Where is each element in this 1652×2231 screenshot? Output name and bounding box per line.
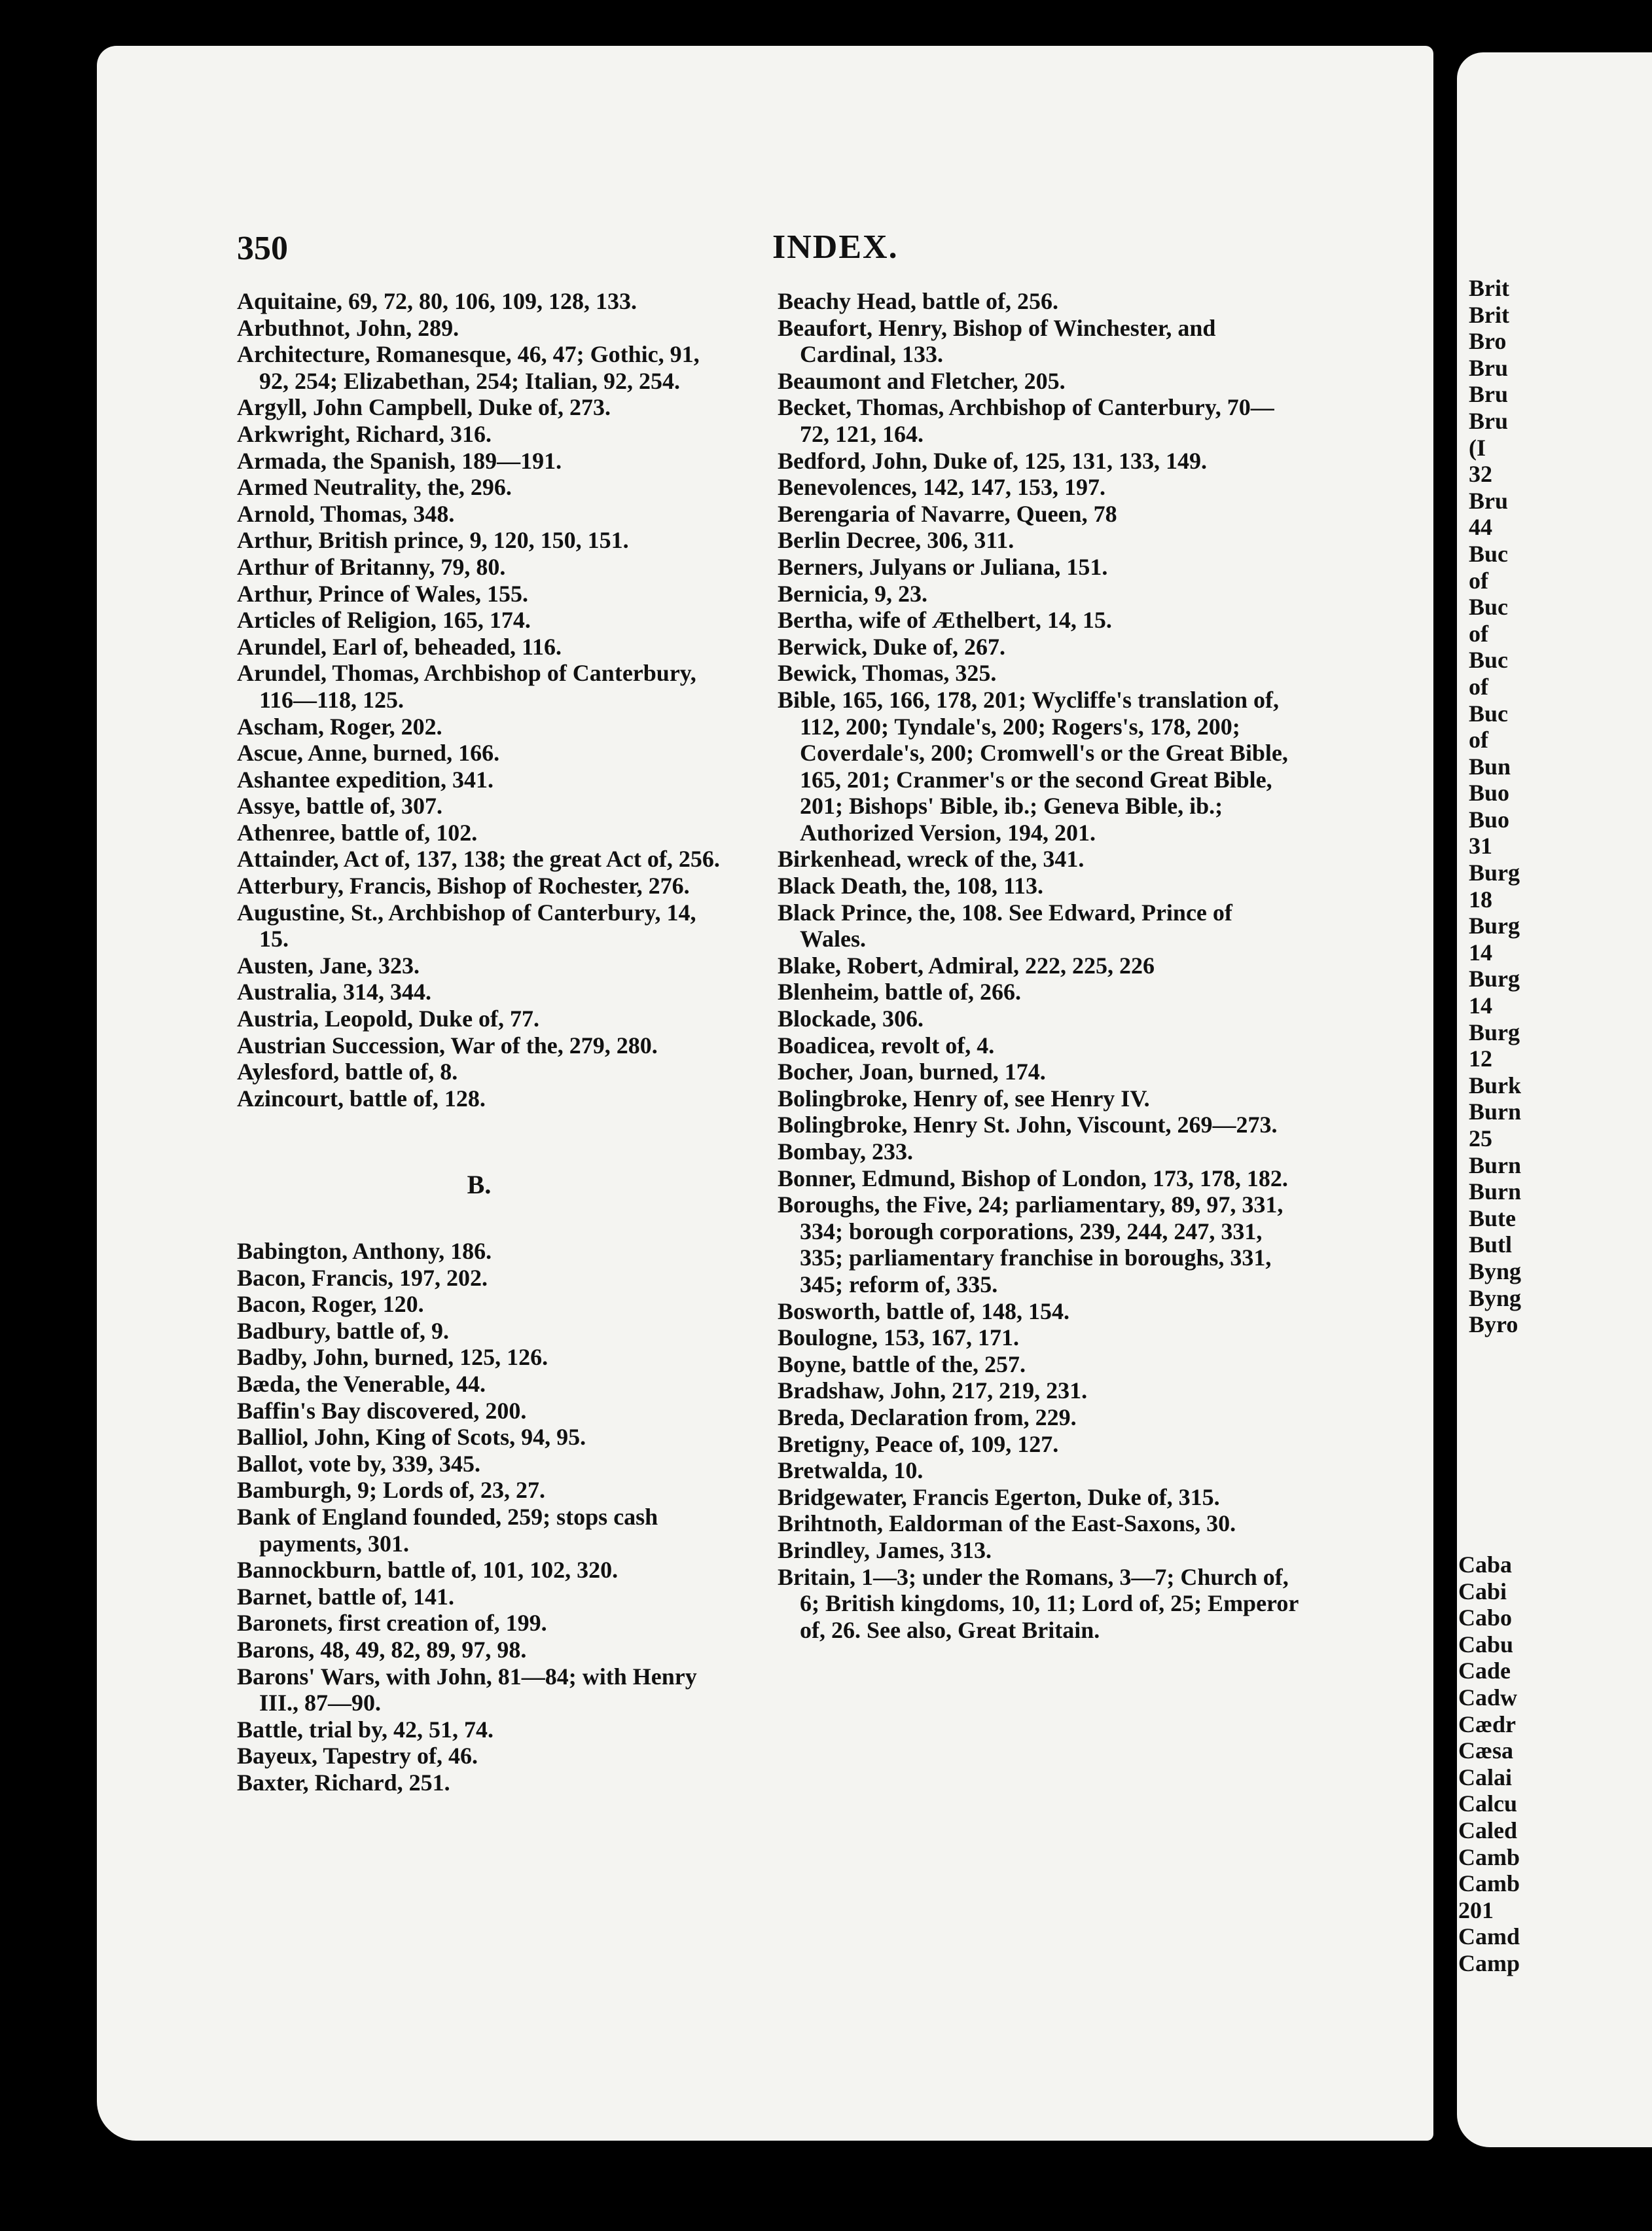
entries-b-list [237, 1238, 721, 1796]
index-entry: Bedford, John, Duke of, 125, 131, 133, 149. [778, 447, 1208, 474]
index-entry: Bosworth, battle of, 148, 154. [778, 1297, 1069, 1324]
index-entry: Arbuthnot, John, 289. [237, 314, 459, 341]
adjacent-page-fragment-line: Caba [1458, 1551, 1513, 1578]
index-entry: Beachy Head, battle of, 256. [778, 288, 1058, 314]
index-entry: Becket, Thomas, Archbishop of Canterbury, 70—72, 121, 164. [778, 394, 1274, 447]
index-entry: Ashantee expedition, 341. [237, 766, 494, 793]
index-entry: Black Prince, the, 108. See Edward, Prince of Wales. [778, 899, 1232, 952]
adjacent-page-fragment-line: 201 [1458, 1896, 1494, 1923]
index-entry: Athenree, battle of, 102. [237, 819, 478, 846]
index-entry: Bannockburn, battle of, 101, 102, 320. [237, 1557, 619, 1584]
index-entry: Babington, Anthony, 186. [237, 1238, 492, 1264]
index-entry: Bewick, Thomas, 325. [778, 660, 997, 687]
adjacent-page-fragment-line: Burk [1469, 1072, 1522, 1098]
right-index-column [778, 288, 1301, 1643]
adjacent-page-fragment-line: Cabo [1458, 1605, 1513, 1631]
adjacent-page-fragment-line: Butl [1469, 1231, 1513, 1258]
adjacent-page-fragment-line: Brit [1469, 301, 1509, 328]
index-entry: Bretwalda, 10. [778, 1457, 924, 1484]
index-entry: Britain, 1—3; under the Romans, 3—7; Church of, 6; British kingdoms, 10, 11; Lord of, 25; Emperor of, 26. See also, Great Britain. [778, 1563, 1299, 1643]
adjacent-page-fragment-line: Cabu [1458, 1631, 1514, 1658]
adjacent-page-fragment-line: Cædr [1458, 1711, 1516, 1737]
index-entry: Boroughs, the Five, 24; parliamentary, 89, 97, 331, 334; borough corporations, 239, 244, 247, 331, 335; parliamentary franchise in boroughs, 331, 345; reform of, 335. [778, 1191, 1284, 1297]
adjacent-page-fragment-line: Burg [1469, 1019, 1520, 1045]
index-entry: Arundel, Earl of, beheaded, 116. [237, 633, 562, 660]
adjacent-page-fragment-line: 32 [1469, 461, 1492, 488]
section-letter-b: B. [467, 1170, 492, 1200]
index-entry: Berners, Julyans or Juliana, 151. [778, 553, 1108, 580]
index-entry: Bacon, Francis, 197, 202. [237, 1264, 488, 1291]
index-entry: Bocher, Joan, burned, 174. [778, 1059, 1046, 1085]
index-entry: Arundel, Thomas, Archbishop of Canterbury, 116—118, 125. [237, 660, 696, 713]
adjacent-page-fragment [1457, 52, 1652, 2147]
index-entry: Blake, Robert, Admiral, 222, 225, 226 [778, 952, 1155, 979]
adjacent-page-fragment-line: Calcu [1458, 1790, 1517, 1817]
adjacent-page-fragment-line: 25 [1469, 1125, 1492, 1152]
index-entry: Bridgewater, Francis Egerton, Duke of, 315. [778, 1483, 1220, 1510]
adjacent-page-fragment-line: Cade [1458, 1658, 1511, 1684]
index-entry: Azincourt, battle of, 128. [237, 1085, 486, 1112]
adjacent-page-fragment-line: of [1469, 673, 1488, 700]
adjacent-page-upper-column [1469, 275, 1521, 1338]
index-entry: Breda, Declaration from, 229. [778, 1404, 1077, 1430]
entries-a-list [237, 288, 721, 1112]
index-entry: Baffin's Bay discovered, 200. [237, 1397, 527, 1424]
adjacent-page-fragment-line: of [1469, 620, 1488, 647]
adjacent-page-fragment-line: Byng [1469, 1258, 1522, 1284]
index-entry: Assye, battle of, 307. [237, 793, 442, 820]
index-entry: Australia, 314, 344. [237, 979, 431, 1006]
index-entry: Austria, Leopold, Duke of, 77. [237, 1006, 540, 1032]
index-entry: Badby, John, burned, 125, 126. [237, 1344, 548, 1371]
index-entry: Aquitaine, 69, 72, 80, 106, 109, 128, 133. [237, 288, 637, 314]
index-entry: Barons' Wars, with John, 81—84; with Henry III., 87—90. [237, 1663, 697, 1716]
adjacent-page-fragment-line: Buo [1469, 806, 1510, 833]
index-entry: Boyne, battle of the, 257. [778, 1351, 1026, 1377]
index-entry: Bretigny, Peace of, 109, 127. [778, 1430, 1059, 1457]
index-entry: Blenheim, battle of, 266. [778, 979, 1021, 1006]
index-entry: Bamburgh, 9; Lords of, 23, 27. [237, 1477, 546, 1504]
adjacent-page-fragment-line: Cabi [1458, 1578, 1507, 1605]
adjacent-page-fragment-line: Camp [1458, 1950, 1520, 1976]
adjacent-page-fragment-line: Calai [1458, 1764, 1513, 1790]
adjacent-page-fragment-line: 12 [1469, 1045, 1492, 1072]
index-entry: Berengaria of Navarre, Queen, 78 [778, 500, 1117, 527]
index-entry: Armed Neutrality, the, 296. [237, 474, 512, 501]
index-entry: Bernicia, 9, 23. [778, 580, 927, 607]
index-entry: Badbury, battle of, 9. [237, 1317, 450, 1344]
adjacent-page-fragment-line: 18 [1469, 886, 1492, 913]
adjacent-page-fragment-line: Bute [1469, 1205, 1516, 1231]
index-entry: Augustine, St., Archbishop of Canterbury, 14, 15. [237, 899, 696, 952]
adjacent-page-fragment-line: 31 [1469, 833, 1492, 860]
index-entry: Arnold, Thomas, 348. [237, 500, 455, 527]
index-entry: Barons, 48, 49, 82, 89, 97, 98. [237, 1636, 527, 1663]
index-entry: Bonner, Edmund, Bishop of London, 173, 178, 182. [778, 1165, 1288, 1191]
index-entry: Ascham, Roger, 202. [237, 713, 442, 740]
adjacent-page-fragment-line: Bru [1469, 407, 1509, 434]
index-entry: Bertha, wife of Æthelbert, 14, 15. [778, 607, 1112, 634]
index-entry: Benevolences, 142, 147, 153, 197. [778, 474, 1105, 501]
adjacent-page-fragment-line: Camb [1458, 1843, 1520, 1870]
index-entry: Beaufort, Henry, Bishop of Winchester, and Cardinal, 133. [778, 314, 1216, 368]
index-entry: Articles of Religion, 165, 174. [237, 607, 531, 634]
index-entry: Austen, Jane, 323. [237, 952, 420, 979]
index-entry: Aylesford, battle of, 8. [237, 1059, 458, 1085]
index-entry: Boulogne, 153, 167, 171. [778, 1324, 1020, 1351]
index-entry: Balliol, John, King of Scots, 94, 95. [237, 1424, 586, 1451]
index-entry: Beaumont and Fletcher, 205. [778, 367, 1066, 394]
adjacent-page-fragment-line: Cadw [1458, 1684, 1518, 1711]
index-entry: Birkenhead, wreck of the, 341. [778, 846, 1085, 873]
adjacent-page-fragment-line: Bru [1469, 381, 1509, 408]
index-entry: Armada, the Spanish, 189—191. [237, 447, 562, 474]
index-entry: Battle, trial by, 42, 51, 74. [237, 1716, 494, 1743]
adjacent-page-fragment-line: 44 [1469, 514, 1492, 541]
adjacent-page-fragment-line: Buo [1469, 780, 1510, 807]
adjacent-page-fragment-line: Camd [1458, 1923, 1520, 1950]
adjacent-page-fragment-line: of [1469, 567, 1488, 594]
index-entry: Boadicea, revolt of, 4. [778, 1032, 995, 1059]
adjacent-page-fragment-line: Bro [1469, 328, 1507, 355]
index-entry: Brihtnoth, Ealdorman of the East-Saxons, 30. [778, 1510, 1236, 1537]
index-entry: Arthur, Prince of Wales, 155. [237, 580, 528, 607]
index-entry: Black Death, the, 108, 113. [778, 873, 1044, 899]
index-entry: Attainder, Act of, 137, 138; the great Act of, 256. [237, 846, 720, 873]
adjacent-page-fragment-line: Buc [1469, 647, 1509, 674]
adjacent-page-fragment-line: Buc [1469, 540, 1509, 567]
index-entry: Atterbury, Francis, Bishop of Rochester, 276. [237, 873, 690, 899]
adjacent-page-fragment-line: Bun [1469, 753, 1511, 780]
index-entry: Bombay, 233. [778, 1138, 914, 1165]
index-entry: Ballot, vote by, 339, 345. [237, 1450, 481, 1477]
adjacent-page-fragment-line: Camb [1458, 1870, 1520, 1897]
adjacent-page-fragment-line: of [1469, 727, 1488, 753]
index-entry: Brindley, James, 313. [778, 1536, 992, 1563]
index-entry: Austrian Succession, War of the, 279, 280. [237, 1032, 658, 1059]
adjacent-page-fragment-line: Byng [1469, 1284, 1522, 1311]
adjacent-page-fragment-line: Brit [1469, 275, 1509, 301]
index-entry: Bradshaw, John, 217, 219, 231. [778, 1377, 1088, 1404]
adjacent-page-fragment-line: Caled [1458, 1817, 1517, 1843]
adjacent-page-fragment-line: Buc [1469, 700, 1509, 727]
adjacent-page-fragment-line: Buc [1469, 594, 1509, 621]
index-entry: Bank of England founded, 259; stops cash payments, 301. [237, 1503, 658, 1557]
adjacent-page-fragment-line: 14 [1469, 939, 1492, 966]
index-entry: Arkwright, Richard, 316. [237, 420, 492, 447]
adjacent-page-fragment-line: Burg [1469, 966, 1520, 992]
page-number: 350 [237, 230, 288, 267]
left-index-column [237, 288, 721, 1796]
adjacent-page-fragment-line: (I [1469, 434, 1486, 461]
adjacent-page-fragment-line: Burn [1469, 1152, 1522, 1178]
adjacent-page-fragment-line: Burn [1469, 1098, 1522, 1125]
index-entry: Architecture, Romanesque, 46, 47; Gothic, 91, 92, 254; Elizabethan, 254; Italian, 92, 254. [237, 341, 700, 394]
index-entry: Baxter, Richard, 251. [237, 1769, 450, 1796]
index-entry: Barnet, battle of, 141. [237, 1583, 454, 1610]
index-entry: Bible, 165, 166, 178, 201; Wycliffe's translation of, 112, 200; Tyndale's, 200; Rogers's, 178, 200; Coverdale's, 200; Cromwell's or the Great Bible, 165, 201; Cranmer's or the second Great Bible, 201; Bishops' Bible, ib.; Geneva Bible, ib.; Authorized Version, 194, 201. [778, 686, 1288, 846]
index-entry: Baronets, first creation of, 199. [237, 1610, 547, 1637]
adjacent-page-fragment-line: Burg [1469, 860, 1520, 886]
index-entry: Blockade, 306. [778, 1006, 924, 1032]
index-entry: Bolingbroke, Henry St. John, Viscount, 269—273. [778, 1112, 1278, 1138]
index-entry: Bæda, the Venerable, 44. [237, 1370, 486, 1397]
index-entry: Bolingbroke, Henry of, see Henry IV. [778, 1085, 1150, 1112]
index-entry: Arthur of Britanny, 79, 80. [237, 553, 506, 580]
index-entry: Berlin Decree, 306, 311. [778, 527, 1015, 554]
adjacent-page-fragment-line: Burn [1469, 1178, 1522, 1205]
adjacent-page-lower-column [1458, 1551, 1520, 1977]
running-head: INDEX. [772, 228, 899, 266]
adjacent-page-fragment-line: Bru [1469, 487, 1509, 514]
index-entry: Ascue, Anne, burned, 166. [237, 740, 500, 767]
index-entry: Arthur, British prince, 9, 120, 150, 151. [237, 527, 629, 554]
adjacent-page-fragment-line: Byro [1469, 1311, 1518, 1338]
adjacent-page-fragment-line: 14 [1469, 992, 1492, 1019]
index-entry: Bayeux, Tapestry of, 46. [237, 1743, 478, 1769]
index-entry: Berwick, Duke of, 267. [778, 633, 1005, 660]
adjacent-page-fragment-line: Cæsa [1458, 1737, 1514, 1764]
adjacent-page-fragment-line: Bru [1469, 354, 1509, 381]
index-entry: Argyll, John Campbell, Duke of, 273. [237, 394, 611, 421]
index-entry: Bacon, Roger, 120. [237, 1291, 424, 1318]
adjacent-page-fragment-line: Burg [1469, 913, 1520, 939]
